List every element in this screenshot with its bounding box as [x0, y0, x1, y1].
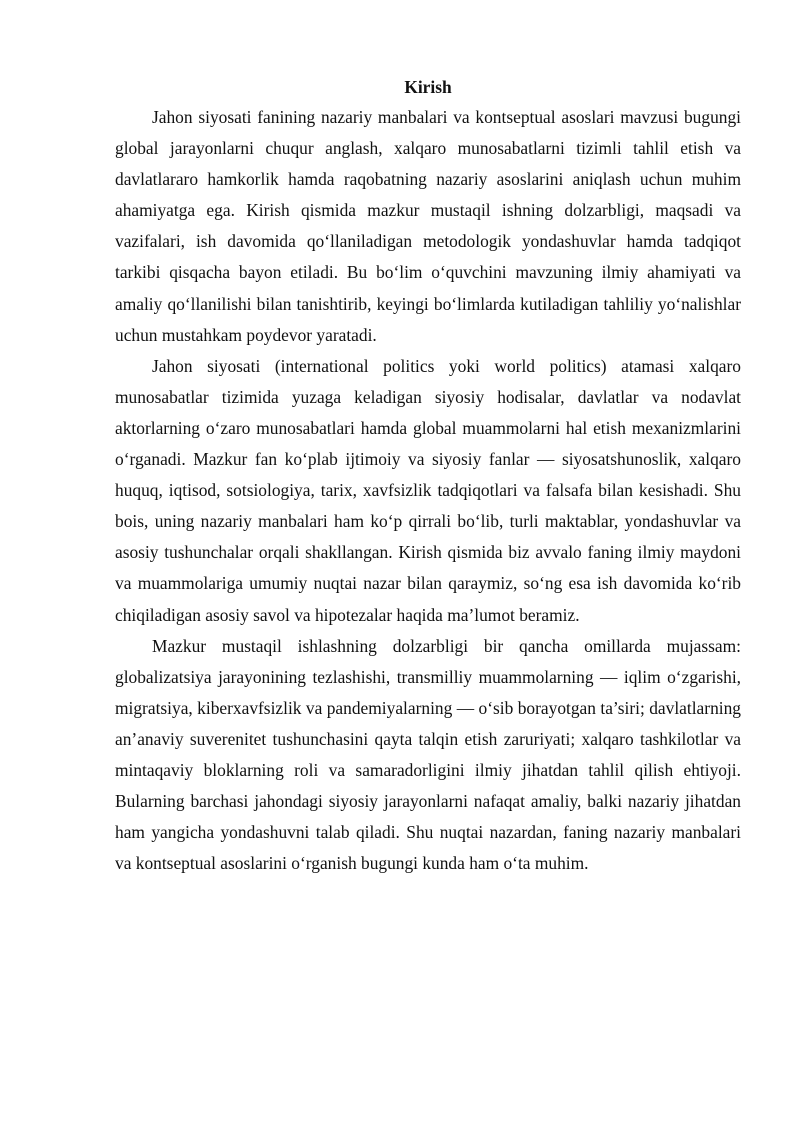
- section-title: Kirish: [404, 77, 452, 97]
- paragraph-1: Jahon siyosati fanining nazariy manbalari va kontseptual asoslari mavzusi bugungi global jarayonlarni chuqur anglash, xalqaro munosabatlarni tizimli tahlil etish va davlatlararo hamkorlik hamda raqobatning nazariy asoslarini aniqlash uchun muhim ahamiyatga ega. Kirish qismida mazkur mustaqil ishning dolzarbligi, maqsadi va vazifalari, ish davomida qo‘llaniladigan metodologik yondashuvlar hamda tadqiqot tarkibi qisqacha bayon etiladi. Bu bo‘lim o‘quvchini mavzuning ilmiy ahamiyati va amaliy qo‘llanilishi bilan tanishtirib, keyingi bo‘limlarda kutiladigan tahliliy yo‘nalishlar uchun mustahkam poydevor yaratadi.: [115, 107, 741, 345]
- paragraph-2: Jahon siyosati (international politics yoki world politics) atamasi xalqaro munosabatlar tizimida yuzaga keladigan siyosiy hodisalar, davlatlar va nodavlat aktorlarning o‘zaro munosabatlari hamda global muammolarni hal etish mexanizmlarini o‘rganadi. Mazkur fan ko‘plab ijtimoiy va siyosiy fanlar — siyosatshunoslik, xalqaro huquq, iqtisod, sotsiologiya, tarix, xavfsizlik tadqiqotlari va falsafa bilan kesishadi. Shu bois, uning nazariy manbalari ham ko‘p qirrali bo‘lib, turli maktablar, yondashuvlar va asosiy tushunchalar orqali shakllangan. Kirish qismida biz avvalo faning ilmiy maydoni va muammolariga umumiy nuqtai nazar bilan qaraymiz, so‘ng esa ish davomida ko‘rib chiqiladigan asosiy savol va hipotezalar haqida ma’lumot beramiz.: [115, 355, 741, 625]
- paragraph-3: Mazkur mustaqil ishlashning dolzarbligi bir qancha omillarda mujassam: globalizatsiya jarayonining tezlashishi, transmilliy muammolarning — iqlim o‘zgarishi, migratsiya, kiberxavfsizlik va pandemiyalarning — o‘sib borayotgan ta’siri; davlatlarning an’anaviy suverenitet tushunchasini qayta talqin etish zaruriyati; xalqaro tashkilotlar va mintaqaviy bloklarning roli va samaradorligini ilmiy jihatdan tahlil qilish ehtiyoji. Bularning barchasi jahondagi siyosiy jarayonlarni nafaqat amaliy, balki nazariy jihatdan ham yangicha yondashuvni talab qiladi. Shu nuqtai nazardan, faning nazariy manbalari va kontseptual asoslarini o‘rganish bugungi kunda ham o‘ta muhim.: [115, 635, 741, 874]
- document-body: [115, 76, 741, 879]
